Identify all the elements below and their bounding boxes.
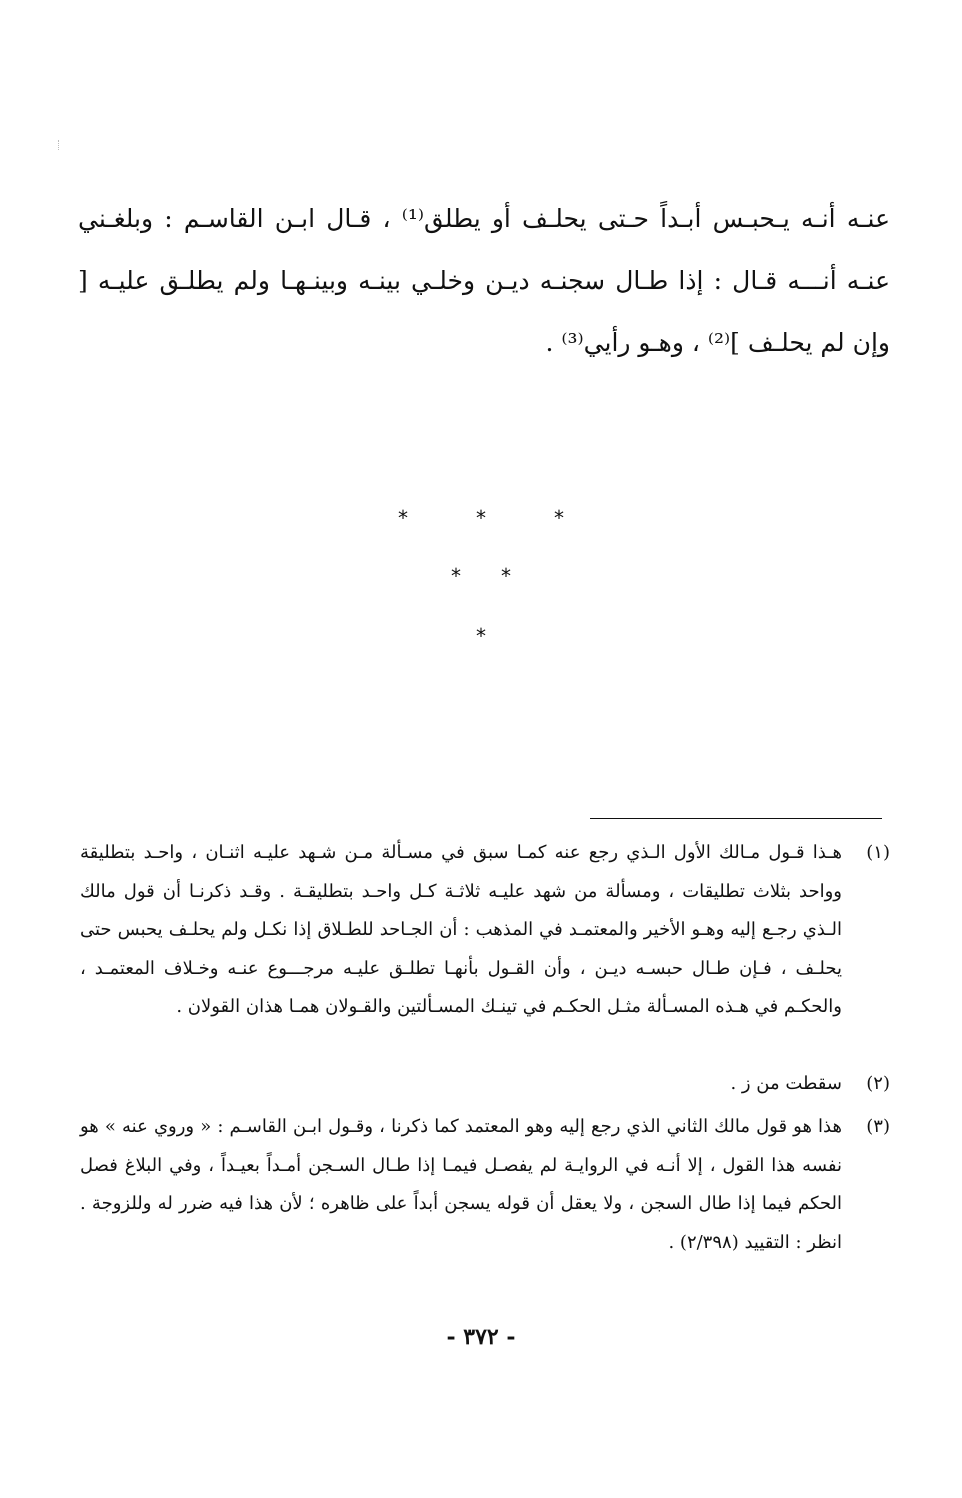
page-number: - ٣٧٢ - xyxy=(446,1324,516,1350)
main-text-block xyxy=(78,188,890,374)
asterisk: * xyxy=(451,564,461,588)
footnote-text: هـذا قـول مـالك الأول الـذي رجع عنه كمـا سبق في مسـألة مـن شـهد عليـه اثنـان ، واحـد بتطليقة وواحد بثلاث تطليقات ، ومسألة من شهد عليـه ثلاثـة كـل واحـد بتطليقـة . وقـد ذكرنـا أن قول مالك الـذي رجـع إليه وهـو الأخير والمعتمـد في المذهب : أن الجـاحد للطـلاق إذا نكـل ولم يحلـف يحبس حتى يحلـف ، فـإن طـال حبسـه ديـن ، وأن القـول بأنهـا تطلـق عليـه مرجـــوع عنـه وخـلاف المعتمـد ، والحكـم في هـذه المسـألة مثـل الحكـم في تينـك المسـألتين والقـولان همـا هذان القولان . xyxy=(80,842,842,1017)
margin-dot-mark xyxy=(58,140,60,150)
footnotes-section xyxy=(80,834,890,1262)
footnote-number: (١) xyxy=(866,842,890,863)
footnote-3 xyxy=(80,1108,890,1262)
asterisk-row-3 xyxy=(0,624,962,648)
footnote-number: (٢) xyxy=(866,1073,890,1094)
asterisk-row-1 xyxy=(0,506,962,530)
footnote-text: هذا هو قول مالك الثاني الذي رجع إليه وهو المعتمد كما ذكرنا ، وقـول ابـن القاسـم : « وروي عنه » هو نفسه هذا القول ، إلا أنـه في الروايـة لم يفصـل فيمـا إذا طـال السـجن أمـداً بعيـداً ، وفي البلاغ فصل الحكم فيما إذا طال السجن ، ولا يعقل أن قوله يسجن أبداً على ظاهره ؛ لأن هذا فيه ضرر له وللزوجة . انظر : التقييد (٢/٣٩٨) . xyxy=(80,1116,843,1253)
asterisk-row-2 xyxy=(0,564,962,588)
main-paragraph: عنـه أنـه يـحبـس أبـداً حـتى يحلـف أو يطلق⁽¹⁾ ، قـال ابـن القاسـم : وبلغـني عنـه أنـــه قـال : إذا طـال سجنـه ديـن وخلـي بينـه وبينـهـا ولم يطلـق عليـه [ وإن لم يحلـف ]⁽²⁾ ، وهـو رأيي⁽³⁾ . xyxy=(78,204,891,357)
footnote-divider-line xyxy=(590,818,882,819)
asterisk: * xyxy=(398,506,408,530)
asterisk: * xyxy=(554,506,564,530)
footnote-2 xyxy=(80,1065,890,1103)
footnote-text: سقطت من ز . xyxy=(730,1073,842,1094)
footnote-1 xyxy=(80,834,890,1065)
footnote-number: (٣) xyxy=(866,1116,890,1137)
asterisk: * xyxy=(476,506,486,530)
asterisk: * xyxy=(476,624,486,648)
asterisk: * xyxy=(501,564,511,588)
